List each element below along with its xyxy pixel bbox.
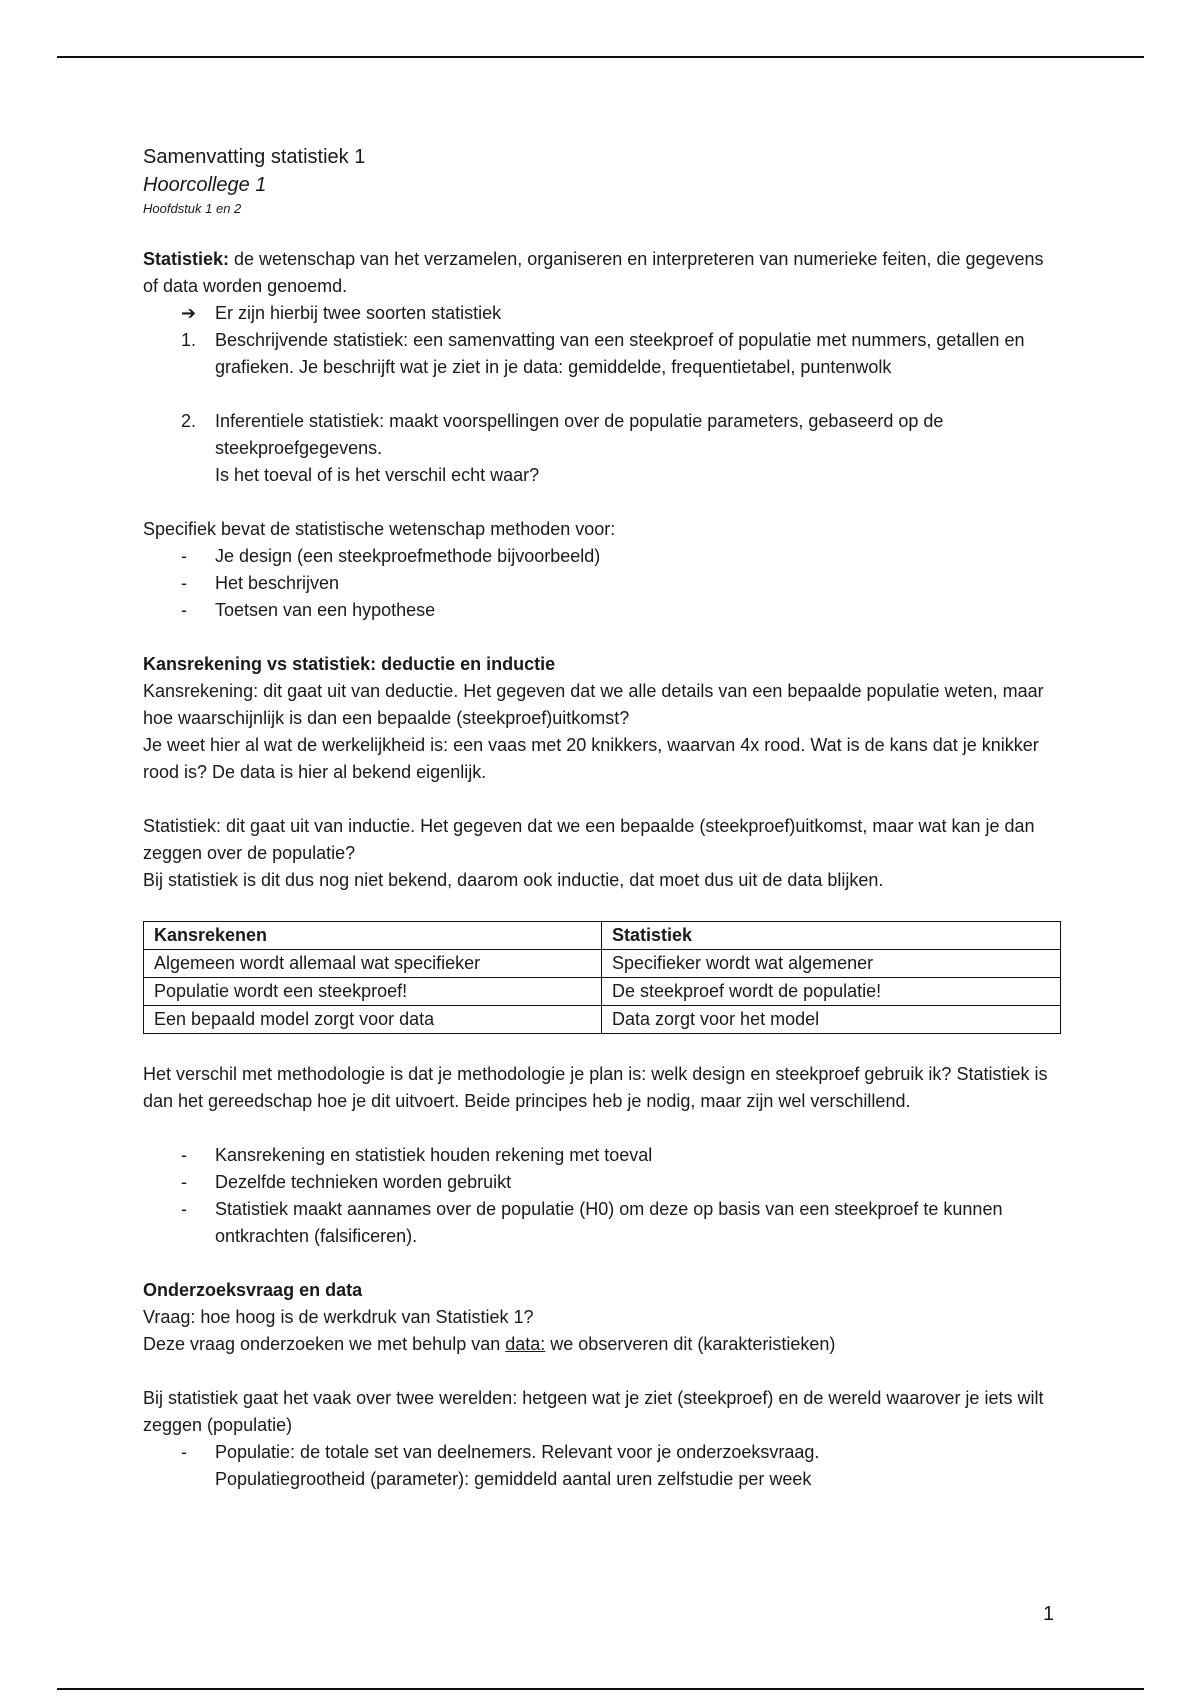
- paragraph: Je weet hier al wat de werkelijkheid is: een vaas met 20 knikkers, waarvan 4x rood. Wat is de kans dat je knikker rood is? De data is hier al bekend eigenlijk.: [143, 735, 1039, 782]
- intro-term: Statistiek:: [143, 249, 230, 269]
- paragraph: Statistiek: dit gaat uit van inductie. Het gegeven dat we een bepaalde (steekproef)uitkomst, maar wat kan je dan zeggen over de populatie?: [143, 816, 1035, 863]
- list-item: - Statistiek maakt aannames over de populatie (H0) om deze op basis van een steekproef te kunnen ontkrachten (falsificeren).: [143, 1196, 1063, 1250]
- doc-chapter: Hoofdstuk 1 en 2: [143, 201, 242, 216]
- list-item-text: Toetsen van een hypothese: [215, 600, 436, 620]
- list-item-text: Beschrijvende statistiek: een samenvatting van een steekproef of populatie met nummers, getallen en grafieken. Je beschrijft wat je ziet in je data: gemiddelde, frequentietabel, puntenwolk: [215, 330, 1025, 377]
- list-item: [143, 408, 1063, 489]
- list-item-text: Populatie: de totale set van deelnemers. Relevant voor je onderzoeksvraag.: [215, 1442, 820, 1462]
- paragraph: Bij statistiek is dit dus nog niet bekend, daarom ook inductie, dat moet dus uit de data blijken.: [143, 870, 884, 890]
- list-item-text: Je design (een steekproefmethode bijvoorbeeld): [215, 546, 601, 566]
- table-header-row: [144, 922, 1061, 950]
- paragraph: Kansrekening: dit gaat uit van deductie. Het gegeven dat we alle details van een bepaalde populatie weten, maar hoe waarschijnlijk is dan een bepaalde (steekproef)uitkomst?: [143, 681, 1044, 728]
- arrow-icon: ➔: [181, 303, 197, 323]
- list-item: - Toetsen van een hypothese: [143, 597, 1063, 624]
- page-content: [143, 143, 1063, 1493]
- table-header-cell: Kansrekenen: [144, 922, 602, 950]
- list-item: - Populatie: de totale set van deelnemers. Relevant voor je onderzoeksvraag. Populatiegrootheid (parameter): gemiddeld aantal uren zelfstudie per week: [181, 1442, 820, 1489]
- table-cell: Specifieker wordt wat algemener: [602, 950, 1061, 978]
- arrow-line: [143, 300, 1063, 327]
- list-item-extra: Populatiegrootheid (parameter): gemiddeld aantal uren zelfstudie per week: [215, 1469, 812, 1489]
- table-cell: Algemeen wordt allemaal wat specifieker: [144, 950, 602, 978]
- paragraph: Deze vraag onderzoeken we met behulp van data: we observeren dit (karakteristieken): [143, 1334, 836, 1354]
- methods-list: [143, 543, 1063, 624]
- doc-subtitle: Hoorcollege 1: [143, 174, 267, 196]
- footer-rule: [57, 1688, 1144, 1690]
- doc-title: Samenvatting statistiek 1: [143, 146, 366, 168]
- intro-definition: [143, 246, 1063, 300]
- data-term: data:: [505, 1334, 546, 1354]
- list-item: - Dezelfde technieken worden gebruikt: [143, 1169, 1063, 1196]
- table-row: [144, 1006, 1061, 1034]
- arrow-text: Er zijn hierbij twee soorten statistiek: [215, 303, 502, 323]
- numbered-list: [143, 327, 1063, 489]
- list-item-extra: Is het toeval of is het verschil echt waar?: [215, 465, 540, 485]
- intro-definition-text: de wetenschap van het verzamelen, organiseren en interpreteren van numerieke feiten, die gegevens of data worden genoemd.: [143, 249, 1044, 296]
- section-heading: Onderzoeksvraag en data: [143, 1280, 363, 1300]
- paragraph: Het verschil met methodologie is dat je methodologie je plan is: welk design en steekproef gebruik ik? Statistiek is dan het gereedschap hoe je dit uitvoert. Beide principes heb je nodig, maar zijn wel verschillend.: [143, 1064, 1048, 1111]
- table-cell: Populatie wordt een steekproef!: [144, 978, 602, 1006]
- list-item: - Kansrekening en statistiek houden rekening met toeval: [143, 1142, 1063, 1169]
- list-item: [143, 327, 1063, 381]
- list-number: 2.: [181, 411, 197, 431]
- list-item-text: Statistiek maakt aannames over de populatie (H0) om deze op basis van een steekproef te kunnen ontkrachten (falsificeren).: [215, 1199, 1003, 1246]
- methods-lead: Specifiek bevat de statistische wetenschap methoden voor:: [143, 519, 616, 539]
- header-rule: [57, 56, 1144, 58]
- comparison-table: [143, 921, 1061, 1034]
- population-list: [143, 1439, 1063, 1493]
- methodology-list: [143, 1142, 1063, 1250]
- table-cell: Een bepaald model zorgt voor data: [144, 1006, 602, 1034]
- table-row: [144, 950, 1061, 978]
- list-item-text: Inferentiele statistiek: maakt voorspellingen over de populatie parameters, gebaseerd op de steekproefgegevens.: [215, 411, 944, 458]
- table-header-cell: Statistiek: [602, 922, 1061, 950]
- table-cell: Data zorgt voor het model: [602, 1006, 1061, 1034]
- list-item-text: Het beschrijven: [215, 573, 340, 593]
- list-item-text: Kansrekening en statistiek houden rekening met toeval: [215, 1145, 653, 1165]
- paragraph: Bij statistiek gaat het vaak over twee werelden: hetgeen wat je ziet (steekproef) en de wereld waarover je iets wilt zeggen (populatie): [143, 1388, 1044, 1435]
- list-item: - Het beschrijven: [143, 570, 1063, 597]
- list-item-text: Dezelfde technieken worden gebruikt: [215, 1172, 512, 1192]
- table-row: [144, 978, 1061, 1006]
- table-cell: De steekproef wordt de populatie!: [602, 978, 1061, 1006]
- section-heading: Kansrekening vs statistiek: deductie en inductie: [143, 654, 556, 674]
- page-number: 1: [1043, 1603, 1055, 1625]
- list-item: - Je design (een steekproefmethode bijvoorbeeld): [143, 543, 1063, 570]
- list-number: 1.: [181, 330, 197, 350]
- paragraph: Vraag: hoe hoog is de werkdruk van Statistiek 1?: [143, 1307, 534, 1327]
